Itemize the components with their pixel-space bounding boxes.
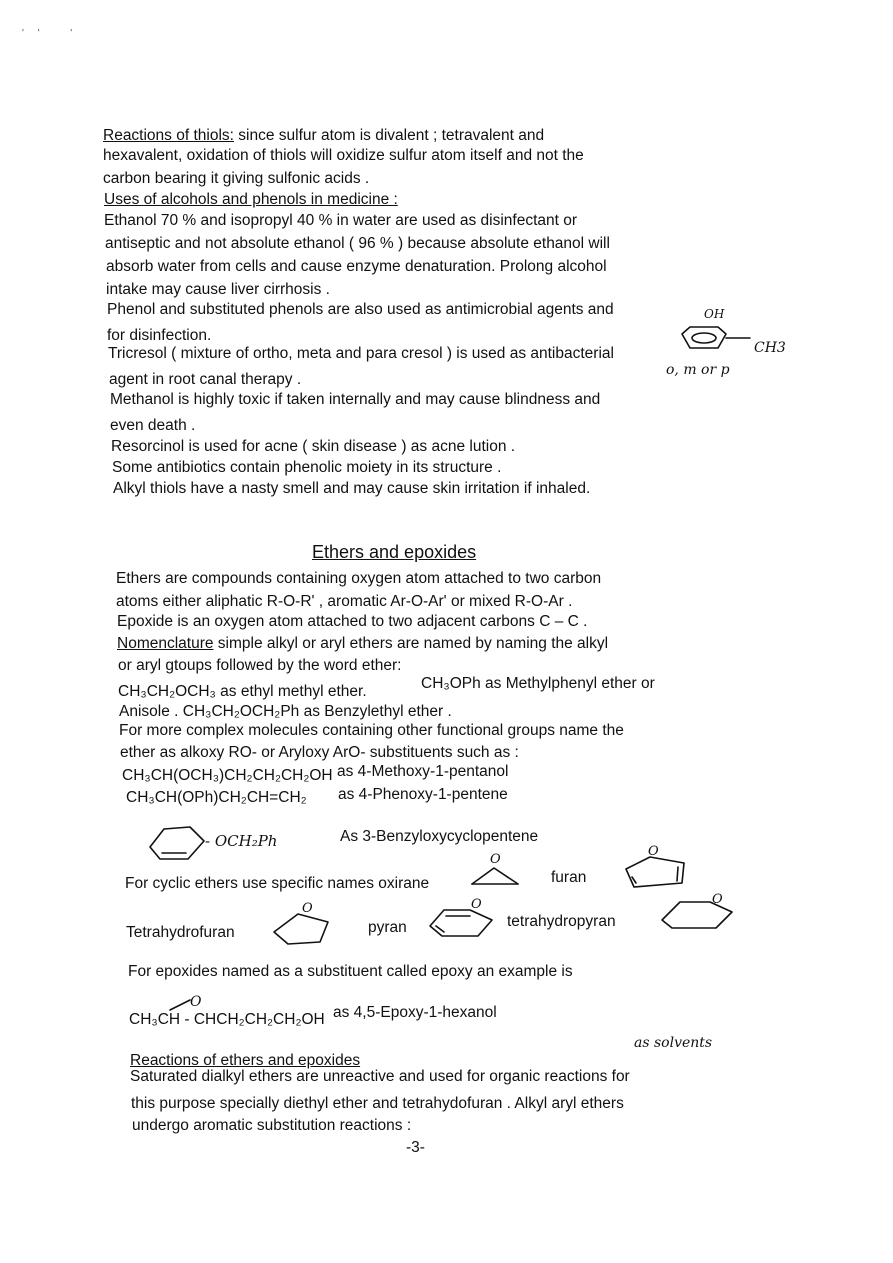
thp-o-label: O xyxy=(712,892,723,907)
medicine-line-11: Resorcinol is used for acne ( skin disease ) as acne lution . xyxy=(111,438,516,455)
reactions-heading: Reactions of ethers and epoxides xyxy=(130,1052,361,1069)
medicine-line-13: Alkyl thiols have a nasty smell and may cause skin irritation if inhaled. xyxy=(113,480,591,497)
medicine-line-6: for disinfection. xyxy=(107,327,212,344)
pyran-o-label: O xyxy=(471,897,482,912)
cresol-ch3-label: CH3 xyxy=(754,340,786,356)
oxirane-o-label: O xyxy=(490,852,501,867)
epoxy-formula: CH₃CH - CHCH₂CH₂CH₂OH xyxy=(129,1011,325,1028)
example-benzyloxy-name: As 3-Benzyloxycyclopentene xyxy=(340,828,539,845)
solvents-note: as solvents xyxy=(634,1035,713,1051)
furan-drawing xyxy=(622,855,692,889)
page-number: -3- xyxy=(406,1139,425,1156)
epoxy-intro: For epoxides named as a substituent called epoxy an example is xyxy=(128,963,573,980)
thiols-line-3: carbon bearing it giving sulfonic acids . xyxy=(103,170,370,187)
example-4-methoxy-formula: CH₃CH(OCH₃)CH₂CH₂CH₂OH xyxy=(122,767,333,784)
medicine-line-5: Phenol and substituted phenols are also used as antimicrobial agents and xyxy=(107,301,614,318)
scan-speck: ' ' ' xyxy=(22,28,73,39)
epoxy-example-name: as 4,5-Epoxy-1-hexanol xyxy=(333,1004,497,1021)
ethers-line-2: atoms either aliphatic R-O-R' , aromatic Ar-O-Ar' or mixed R-O-Ar . xyxy=(116,593,573,610)
reactions-line-2: this purpose specially diethyl ether and tetrahydofuran . Alkyl aryl ethers xyxy=(131,1095,624,1112)
nomenclature-line-2: or aryl gtoups followed by the word ether: xyxy=(118,657,402,674)
example-4-phenoxy-name: as 4-Phenoxy-1-pentene xyxy=(338,786,508,803)
ethers-line-3: Epoxide is an oxygen atom attached to two adjacent carbons C – C . xyxy=(117,613,588,630)
reactions-line-3: undergo aromatic substitution reactions : xyxy=(132,1117,412,1134)
example-4-methoxy-name: as 4-Methoxy-1-pentanol xyxy=(337,763,509,780)
tetrahydrofuran-drawing xyxy=(272,910,336,946)
example-4-phenoxy-formula: CH₃CH(OPh)CH₂CH=CH₂ xyxy=(126,789,307,806)
medicine-heading: Uses of alcohols and phenols in medicine : xyxy=(104,191,398,208)
cresol-oh-label: OH xyxy=(704,307,725,321)
nomenclature-line xyxy=(117,635,608,653)
nomenclature-label: Nomenclature xyxy=(117,635,214,652)
cresol-ring-drawing xyxy=(678,326,754,358)
medicine-line-1: Ethanol 70 % and isopropyl 40 % in water are used as disinfectant or xyxy=(104,212,578,229)
example-ethyl-methyl: CH₃CH₂OCH₃ as ethyl methyl ether. xyxy=(118,683,367,700)
furan-o-label: O xyxy=(648,844,659,859)
cyclic-ethers-intro: For cyclic ethers use specific names oxirane xyxy=(125,875,430,892)
thiols-heading: Reactions of thiols: xyxy=(103,127,234,144)
reactions-line-1: Saturated dialkyl ethers are unreactive and used for organic reactions for xyxy=(130,1068,630,1085)
pyran-drawing xyxy=(428,906,500,940)
medicine-line-12: Some antibiotics contain phenolic moiety in its structure . xyxy=(112,459,502,476)
cresol-isomer-note: o, m or p xyxy=(666,362,730,378)
medicine-line-2: antiseptic and not absolute ethanol ( 96 % ) because absolute ethanol will xyxy=(105,235,610,252)
thiols-text-1: since sulfur atom is divalent ; tetravalent and xyxy=(233,127,545,144)
medicine-line-8: agent in root canal therapy . xyxy=(109,371,302,388)
medicine-line-4: intake may cause liver cirrhosis . xyxy=(106,281,330,298)
oxirane-drawing xyxy=(470,864,522,888)
tetrahydrofuran-label: Tetrahydrofuran xyxy=(126,924,235,941)
ethers-line-1: Ethers are compounds containing oxygen atom attached to two carbon xyxy=(116,570,602,587)
furan-label: furan xyxy=(551,869,587,886)
nomenclature-text: simple alkyl or aryl ethers are named by naming the alkyl xyxy=(213,635,609,652)
benzyloxy-group-label: - OCH₂Ph xyxy=(205,832,278,850)
medicine-line-10: even death . xyxy=(110,417,196,434)
epoxy-o-label: O xyxy=(190,994,202,1010)
complex-line-1: For more complex molecules containing other functional groups name the xyxy=(119,722,624,739)
thf-o-label: O xyxy=(302,901,313,916)
tetrahydropyran-label: tetrahydropyran xyxy=(507,913,616,930)
pyran-label: pyran xyxy=(368,919,407,936)
example-anisole-benzylethyl: Anisole . CH₃CH₂OCH₂Ph as Benzylethyl ether . xyxy=(119,703,452,720)
complex-line-2: ether as alkoxy RO- or Aryloxy ArO- substituents such as : xyxy=(120,744,519,761)
tetrahydropyran-drawing xyxy=(660,898,736,934)
medicine-line-9: Methanol is highly toxic if taken internally and may cause blindness and xyxy=(110,391,601,408)
thiols-line-2: hexavalent, oxidation of thiols will oxidize sulfur atom itself and not the xyxy=(103,147,584,164)
cyclopentene-drawing xyxy=(148,825,208,863)
ethers-title: Ethers and epoxides xyxy=(312,542,477,562)
medicine-line-7: Tricresol ( mixture of ortho, meta and para cresol ) is used as antibacterial xyxy=(108,345,614,362)
example-methylphenyl: CH₃OPh as Methylphenyl ether or xyxy=(421,675,655,692)
thiols-line-1 xyxy=(103,127,544,145)
medicine-line-3: absorb water from cells and cause enzyme denaturation. Prolong alcohol xyxy=(106,258,607,275)
